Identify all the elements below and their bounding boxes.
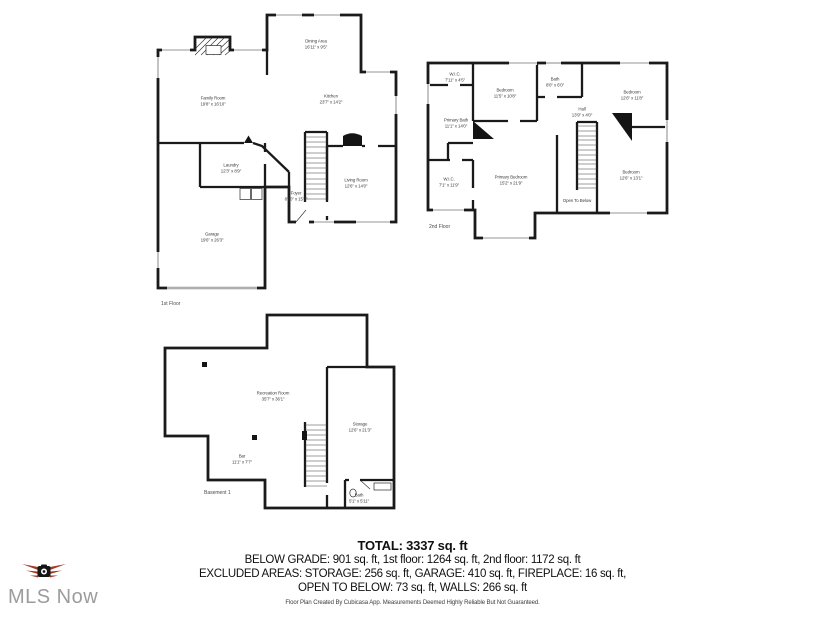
room-label-bedroom-2: Bedroom 11'5" x 10'8" bbox=[493, 87, 517, 98]
basement-plan bbox=[160, 310, 400, 515]
washer bbox=[240, 189, 251, 200]
room-label-family-room: Family Room 19'8" x 16'10" bbox=[200, 95, 226, 106]
room-label-wic-top: W.I.C. 7'11" x 4'5" bbox=[444, 71, 466, 82]
caption-first-floor: 1st Floor bbox=[161, 301, 181, 307]
first-floor-plan bbox=[150, 5, 406, 307]
room-label-garage: Garage 19'6" x 26'3" bbox=[200, 231, 224, 242]
stair-wall-post bbox=[302, 431, 307, 440]
fireplace-box bbox=[206, 46, 221, 55]
winged-camera-icon bbox=[20, 560, 68, 584]
summary-line-open: OPEN TO BELOW: 73 sq. ft, WALLS: 266 sq. ft bbox=[298, 582, 527, 594]
room-label-wic-bottom: W.I.C. 7'1" x 11'9" bbox=[438, 176, 460, 187]
room-label-recreation-room: Recreation Room 35'7" x 36'1" bbox=[256, 390, 290, 401]
room-label-dining-area: Dining Area 16'11" x 9'5" bbox=[304, 38, 328, 49]
room-label-foyer: Foyer 8'10" x 15'3" bbox=[284, 190, 308, 201]
summary-line-grades: BELOW GRADE: 901 sq. ft, 1st floor: 1264 sq. ft, 2nd floor: 1172 sq. ft bbox=[244, 554, 581, 566]
room-label-hall: Hall 13'9" x 4'0" bbox=[571, 106, 593, 117]
room-label-kitchen: Kitchen 23'7" x 14'2" bbox=[319, 93, 343, 104]
mls-now-logo-text: MLS Now bbox=[8, 586, 99, 608]
area-summary bbox=[0, 538, 825, 595]
room-label-bath-2f: Bath 8'0" x 6'0" bbox=[545, 76, 565, 87]
room-label-laundry: Laundry 12'3" x 8'9" bbox=[220, 162, 242, 173]
room-label-storage: Storage 12'6" x 21'3" bbox=[348, 421, 372, 432]
room-label-open-to-below: Open To Below bbox=[562, 198, 592, 204]
room-label-bath-basement: Bath 5'1" x 5'11" bbox=[348, 492, 370, 503]
room-label-bedroom-4: Bedroom 12'6" x 13'1" bbox=[619, 169, 643, 180]
summary-total: TOTAL: 3337 sq. ft bbox=[357, 538, 468, 553]
caption-basement: Basement 1 bbox=[204, 490, 231, 496]
bath-vanity bbox=[374, 483, 391, 490]
kitchen-fireplace bbox=[343, 133, 362, 146]
room-label-primary-bath: Primary Bath 11'1" x 14'0" bbox=[443, 117, 469, 128]
support-post bbox=[252, 435, 257, 440]
room-label-primary-bedroom: Primary Bedroom 15'2" x 21'9" bbox=[494, 174, 528, 185]
room-label-bedroom-3: Bedroom 12'6" x 11'8" bbox=[620, 89, 644, 100]
support-post bbox=[202, 362, 207, 367]
room-label-bar: Bar 11'1" x 7'7" bbox=[231, 453, 253, 464]
first-floor-walls bbox=[158, 15, 396, 288]
room-label-living-room: Living Room 12'6" x 14'0" bbox=[344, 177, 368, 188]
dryer bbox=[252, 189, 263, 200]
caption-second-floor: 2nd Floor bbox=[429, 224, 451, 230]
basement-walls bbox=[165, 315, 394, 508]
summary-line-excluded: EXCLUDED AREAS: STORAGE: 256 sq. ft, GARAGE: 410 sq. ft, FIREPLACE: 16 sq. ft, bbox=[199, 568, 626, 580]
disclaimer-text: Floor Plan Created By Cubicasa App. Measurements Deemed Highly Reliable But Not Guaranteed. bbox=[285, 600, 540, 606]
